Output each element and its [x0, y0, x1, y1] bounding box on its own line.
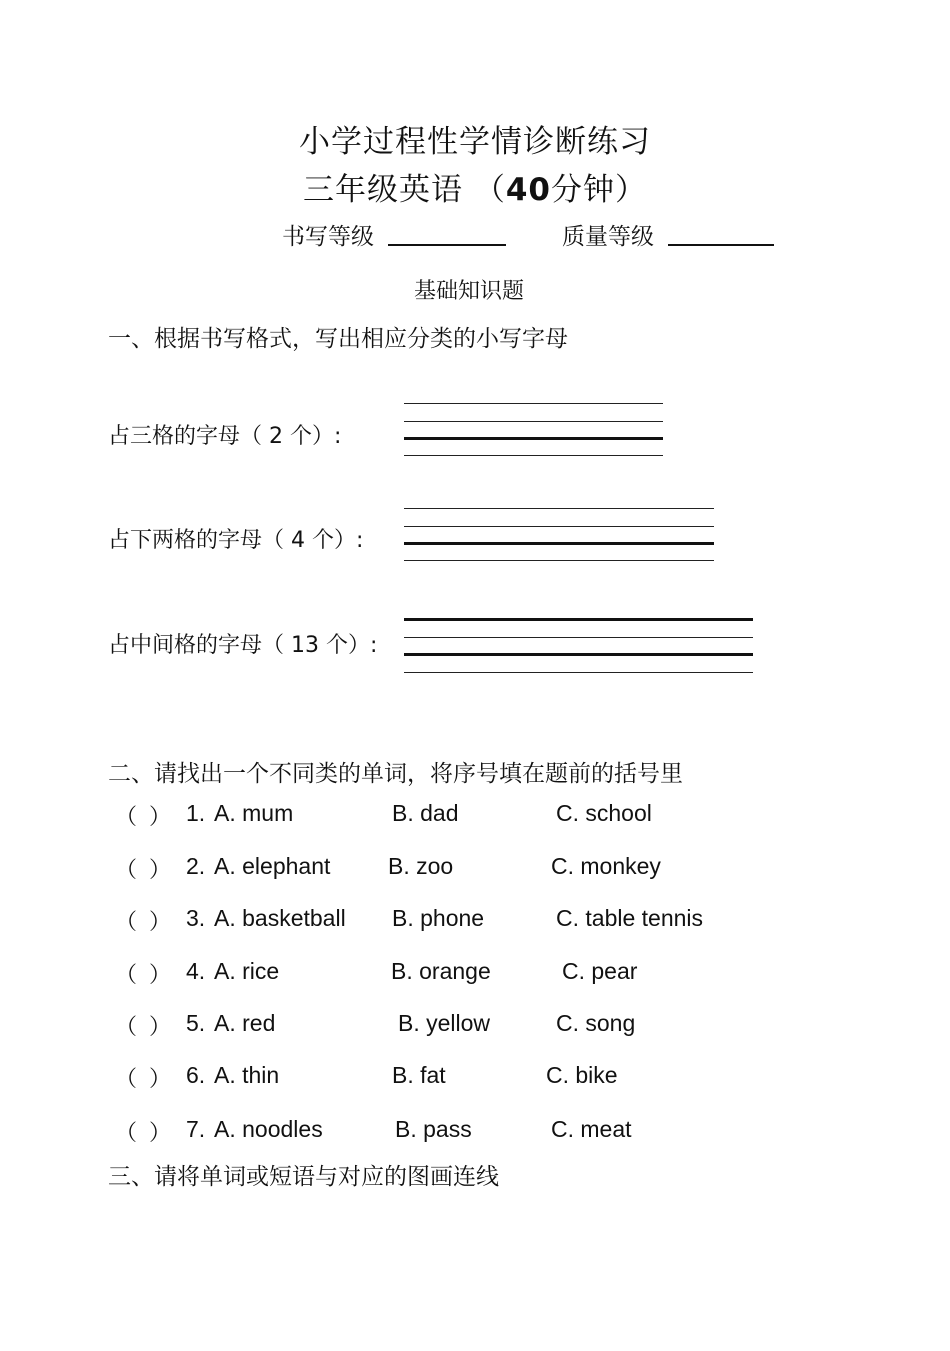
answer-paren-open: （: [115, 1121, 138, 1146]
option-c: C. bike: [546, 1062, 618, 1088]
quality-grade-label: 质量等级: [562, 224, 654, 250]
answer-paren-open: （: [115, 858, 138, 883]
writing-grade-label: 书写等级: [282, 224, 374, 250]
option-b: B. pass: [395, 1116, 472, 1142]
answer-paren-open: （: [115, 963, 138, 988]
option-c: C. school: [556, 800, 652, 826]
option-c: C. monkey: [551, 853, 661, 879]
option-c: C. table tennis: [556, 905, 704, 931]
question-number: 4.: [186, 958, 206, 984]
option-c: C. pear: [562, 958, 638, 984]
answer-paren-close: ）: [149, 858, 172, 883]
three-space-letters-label: 占三格的字母（ 2 个）:: [108, 424, 342, 449]
ruled-line: [404, 637, 753, 638]
question-number: 5.: [186, 1010, 206, 1036]
section1-heading: 一、根据书写格式，写出相应分类的小写字母: [108, 326, 568, 352]
answer-paren-open: （: [115, 805, 138, 830]
option-a: A. thin: [214, 1062, 280, 1088]
ruled-line: [404, 526, 714, 527]
answer-paren-close: ）: [149, 805, 172, 830]
question-number: 7.: [186, 1116, 206, 1142]
option-c: C. meat: [551, 1116, 632, 1142]
answer-paren-close: ）: [149, 1067, 172, 1092]
ruled-line: [404, 560, 714, 561]
middle-space-letters-label: 占中间格的字母（ 13 个）:: [108, 633, 378, 658]
ruled-baseline: [404, 653, 753, 656]
writing-grade-blank[interactable]: [388, 244, 506, 246]
option-a: A. rice: [214, 958, 280, 984]
ruled-line: [404, 618, 753, 621]
ruled-baseline: [404, 542, 714, 545]
worksheet-title: 小学过程性学情诊断练习: [299, 124, 651, 160]
option-b: B. zoo: [388, 853, 454, 879]
option-b: B. orange: [391, 958, 491, 984]
ruled-line: [404, 421, 663, 422]
question-number: 1.: [186, 800, 206, 826]
option-b: B. phone: [392, 905, 485, 931]
option-a: A. basketball: [214, 905, 346, 931]
ruled-line: [404, 672, 753, 673]
answer-paren-open: （: [115, 1067, 138, 1092]
option-b: B. yellow: [398, 1010, 491, 1036]
middle-space-writing-lines[interactable]: [404, 618, 753, 676]
option-c: C. song: [556, 1010, 636, 1036]
ruled-baseline: [404, 437, 663, 440]
quality-grade-blank[interactable]: [668, 244, 774, 246]
ruled-line: [404, 508, 714, 509]
section3-heading: 三、请将单词或短语与对应的图画连线: [108, 1164, 499, 1190]
subtitle-minutes: 40: [505, 172, 551, 208]
question-number: 3.: [186, 905, 206, 931]
three-space-writing-lines[interactable]: [404, 403, 663, 459]
answer-paren-close: ）: [149, 1121, 172, 1146]
answer-paren-open: （: [115, 1015, 138, 1040]
option-a: A. elephant: [214, 853, 331, 879]
subtitle-suffix: 分钟）: [551, 172, 647, 208]
ruled-line: [404, 455, 663, 456]
ruled-line: [404, 403, 663, 404]
option-a: A. noodles: [214, 1116, 323, 1142]
option-b: B. fat: [392, 1062, 446, 1088]
worksheet-subtitle: [0, 164, 950, 209]
answer-paren-close: ）: [149, 963, 172, 988]
section2-heading: 二、请找出一个不同类的单词，将序号填在题前的括号里: [108, 761, 683, 787]
option-a: A. mum: [214, 800, 294, 826]
lower-two-space-letters-label: 占下两格的字母（ 4 个）:: [108, 528, 364, 553]
answer-paren-open: （: [115, 910, 138, 935]
section-group-heading: 基础知识题: [413, 279, 524, 304]
option-b: B. dad: [392, 800, 459, 826]
subtitle-prefix: 三年级英语 （: [303, 172, 506, 208]
question-number: 6.: [186, 1062, 206, 1088]
answer-paren-close: ）: [149, 1015, 172, 1040]
question-number: 2.: [186, 853, 206, 879]
lower-two-space-writing-lines[interactable]: [404, 508, 714, 564]
option-a: A. red: [214, 1010, 276, 1036]
answer-paren-close: ）: [149, 910, 172, 935]
